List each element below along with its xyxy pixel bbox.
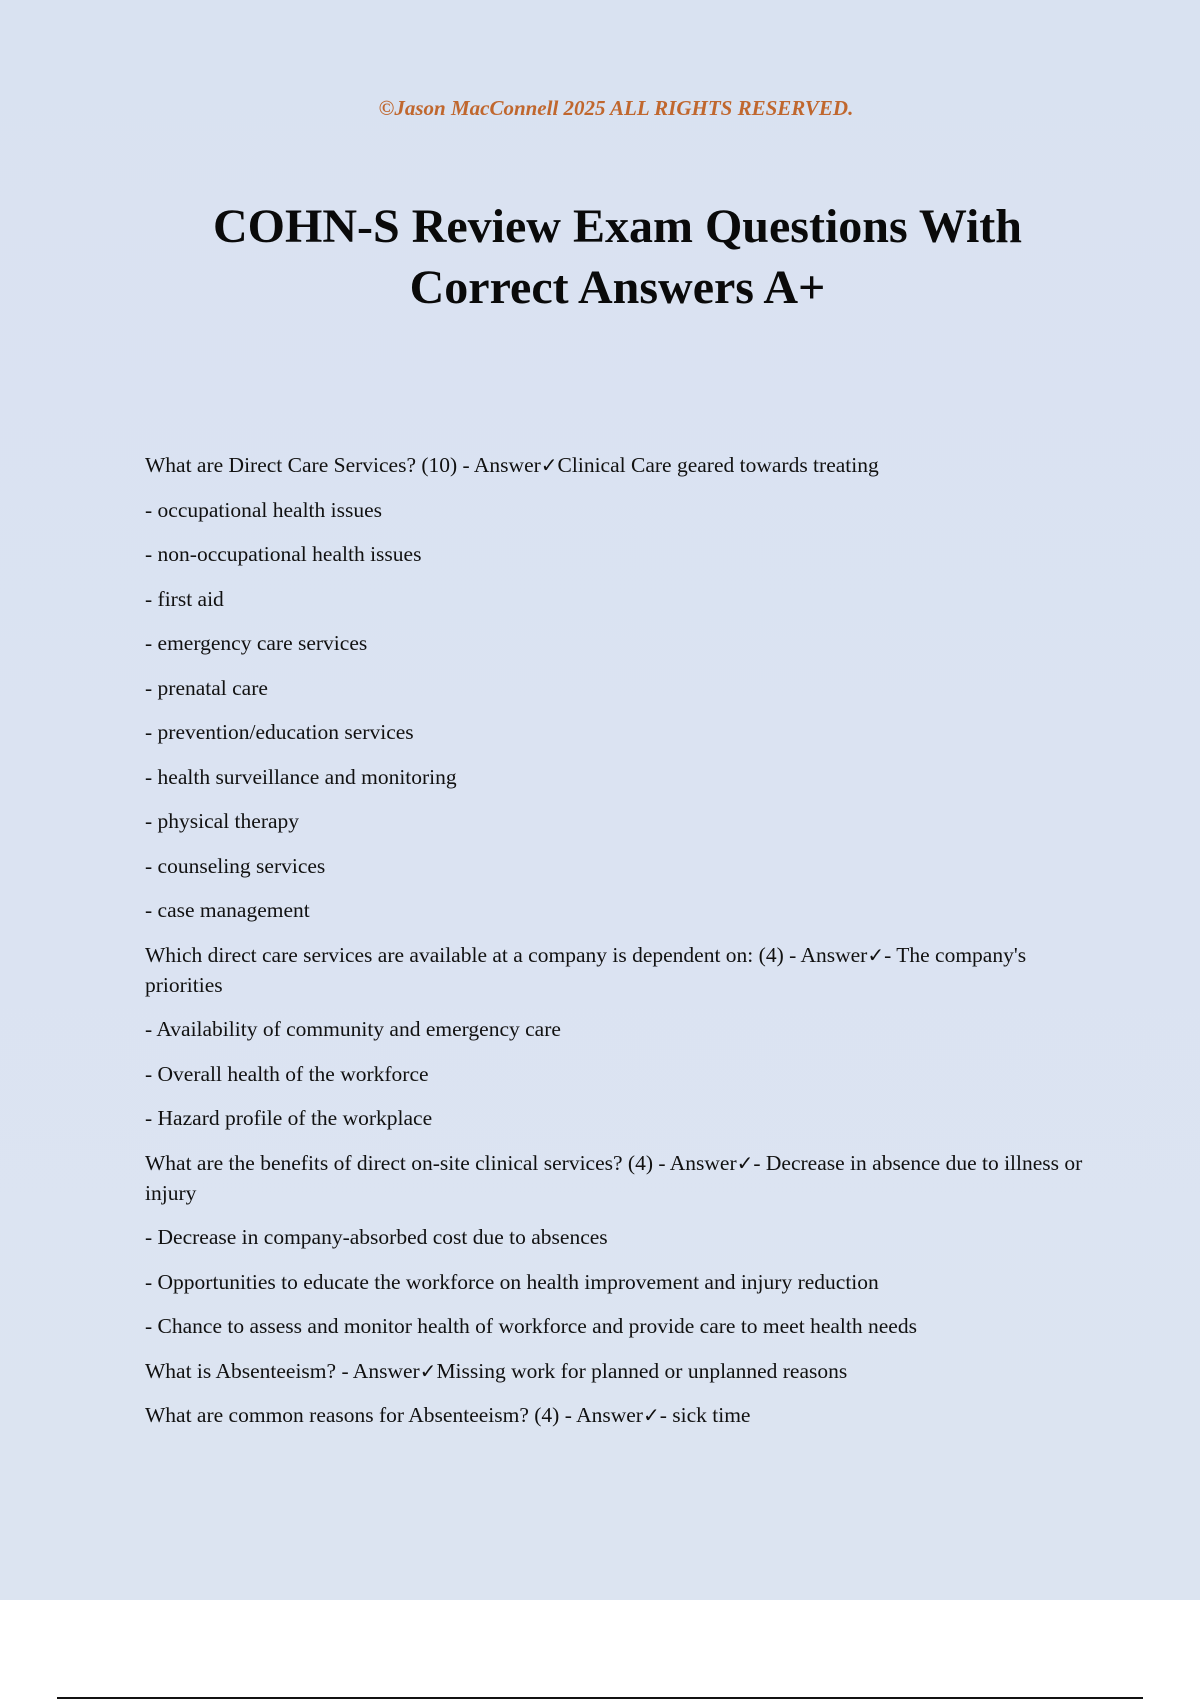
answer-marker: Answer <box>352 1358 420 1383</box>
list-item: - prenatal care <box>145 675 268 700</box>
list-item: - Hazard profile of the workplace <box>145 1106 433 1130</box>
document-title: COHN-S Review Exam Questions With Correct Answers A+ <box>213 200 1022 314</box>
question-text: Which direct care services are available at a company is dependent on: (4) - <box>145 942 801 967</box>
list-item: - Opportunities to educate the workforce on health improvement and injury reduction <box>145 1269 879 1294</box>
list-item: - prevention/education services <box>145 720 414 744</box>
question-text: What are the benefits of direct on-site clinical services? (4) - <box>145 1150 670 1175</box>
list-item: - case management <box>145 898 310 922</box>
answer-text: - The company's priorities <box>145 942 1027 997</box>
list-item: - Availability of community and emergency care <box>145 1017 561 1041</box>
list-item: - health surveillance and monitoring <box>145 764 457 789</box>
qa-item <box>145 1356 1095 1386</box>
question-text: What are Direct Care Services? (10) - <box>145 453 474 477</box>
answer-text: Missing work for planned or unplanned reasons <box>436 1358 848 1383</box>
list-item: - Chance to assess and monitor health of workforce and provide care to meet health needs <box>145 1314 917 1338</box>
checkmark-icon: ✓ <box>736 1150 754 1175</box>
qa-item <box>145 940 1095 1000</box>
list-item: - Overall health of the workforce <box>145 1061 429 1086</box>
answer-marker: Answer <box>473 453 541 477</box>
list-item: - first aid <box>145 586 224 611</box>
checkmark-icon: ✓ <box>642 1403 660 1427</box>
qa-item <box>145 1400 1095 1430</box>
list-item: - physical therapy <box>145 809 300 833</box>
answer-text: Clinical Care geared towards treating <box>557 453 879 477</box>
qa-content <box>145 450 1095 1445</box>
question-text: What are common reasons for Absenteeism? (4) - <box>145 1403 577 1427</box>
list-item: - occupational health issues <box>145 497 383 522</box>
checkmark-icon: ✓ <box>540 453 558 477</box>
answer-marker: Answer <box>800 942 868 967</box>
checkmark-icon: ✓ <box>867 942 885 967</box>
copyright-notice: ©Jason MacConnell 2025 ALL RIGHTS RESERVED. <box>378 96 854 120</box>
qa-item <box>145 1148 1095 1208</box>
answer-marker: Answer <box>669 1150 737 1175</box>
footer-divider <box>57 1697 1143 1699</box>
answer-text: - Decrease in absence due to illness or injury <box>145 1150 1083 1205</box>
checkmark-icon: ✓ <box>419 1358 437 1383</box>
qa-item <box>145 450 1095 480</box>
list-item: - Decrease in company-absorbed cost due to absences <box>145 1225 608 1249</box>
list-item: - non-occupational health issues <box>145 542 422 566</box>
answer-marker: Answer <box>576 1403 643 1427</box>
list-item: - emergency care services <box>145 631 368 655</box>
answer-text: - sick time <box>659 1403 751 1427</box>
question-text: What is Absenteeism? - <box>145 1358 353 1383</box>
list-item: - counseling services <box>145 853 326 878</box>
